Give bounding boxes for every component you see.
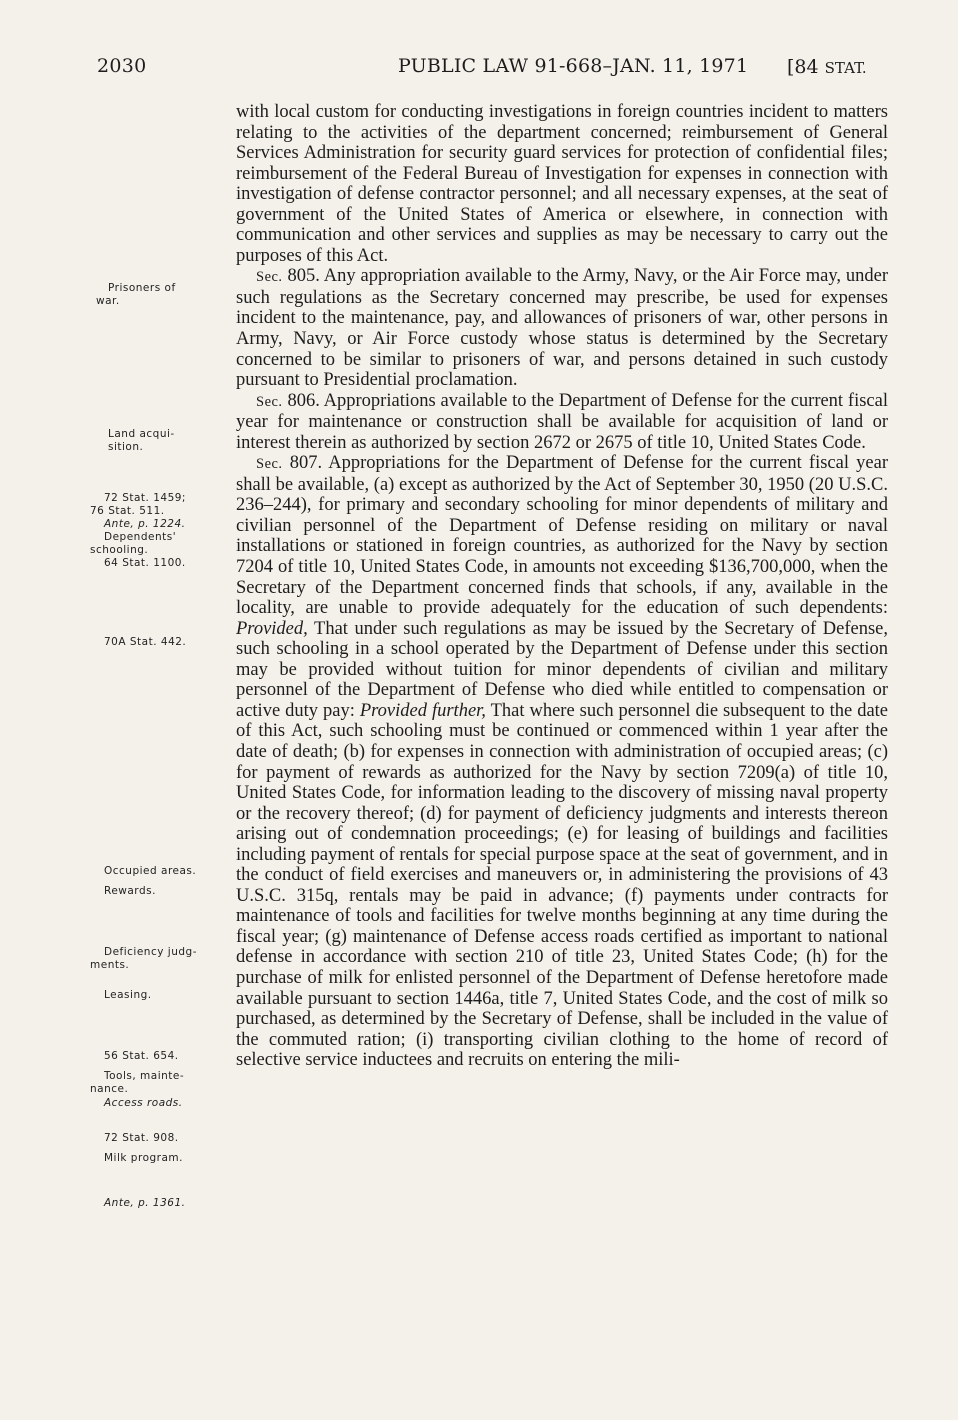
- margin-note-ante-1224: Ante, p. 1224.: [104, 518, 186, 530]
- volume-label: STAT.: [824, 59, 867, 77]
- margin-note-dependents-schooling: Dependents' schooling.: [90, 531, 177, 556]
- margin-note-prisoners-of-war: Prisoners of war.: [96, 282, 176, 307]
- running-title: PUBLIC LAW 91-668–JAN. 11, 1971: [398, 55, 749, 77]
- section-number: 805.: [287, 266, 320, 287]
- margin-note-leasing: Leasing.: [104, 989, 152, 1001]
- section-number: 807.: [289, 453, 323, 474]
- margin-note-land-acquisition: Land acqui- sition.: [108, 428, 175, 453]
- section-label: Sec.: [256, 456, 283, 473]
- margin-note-56-stat-654: 56 Stat. 654.: [104, 1050, 179, 1062]
- margin-note-occupied-areas: Occupied areas.: [104, 865, 197, 877]
- margin-note-72-stat-908: 72 Stat. 908.: [104, 1132, 179, 1144]
- provided-further-proviso: Provided further,: [359, 700, 486, 721]
- margin-note-76-stat-511: 76 Stat. 511.: [90, 505, 165, 517]
- volume-number: [84: [787, 56, 819, 78]
- section-label: Sec.: [256, 393, 283, 410]
- section-805: [236, 266, 888, 390]
- section-text: Any appropriation available to the Army, Navy, or the Air Force may, under such regulations as the Secretary concerned may prescribe, be used for expenses incident to the maintenance, pay, and allowances of prisoners of war, other persons in Army, Navy, or Air Force custody whose status is determined by the Secretary concerned to be similar to prisoners of war, and persons detained in such custody pursuant to Presidential proclamation.: [236, 266, 889, 391]
- section-806: [236, 391, 888, 454]
- provided-proviso: Provided,: [236, 618, 308, 639]
- section-text: Appropriations for the Department of Defense for the current fiscal year shall be available, (a) except as authorized by the Act of September 30, 1950 (20 U.S.C. 236–244), for primary and secondary schooling for minor dependents of military and civilian personnel of the Department of Defense residing on military or naval installations or stationed in foreign countries, as authorized for the Navy by section 7204 of title 10, United States Code, in amounts not exceeding $136,700,000, when the Secretary of the Department concerned finds that schools, if any, available in the locality, are unable to provide adequately for the education of such dependents:: [236, 453, 888, 619]
- margin-note-rewards: Rewards.: [104, 885, 156, 897]
- section-number: 806.: [287, 390, 320, 411]
- statute-body: [236, 102, 888, 1071]
- margin-note-deficiency-judgments: Deficiency judg- ments.: [90, 946, 197, 971]
- section-text: That where such personnel die subsequent to the date of this Act, such schooling must be continued or commenced within 1 year after the date of death; (b) for expenses in connection with administration of occupied areas; (c) for payment of rewards as authorized for the Navy by section 7209(a) of title 10, United States Code, for information leading to the discovery of missing naval property or the recovery thereof; (d) for payment of deficiency judgments and interests thereon arising out of condemnation proceedings; (e) for leasing of buildings and facilities including payment of rentals for special purpose space at the seat of government, and in the conduct of field exercises and maneuvers or, in administering the provisions of 43 U.S.C. 315q, rentals may be paid in advance; (f) payments under contracts for maintenance of tools and facilities for twelve months beginning at any time during the fiscal year; (g) maintenance of Defense access roads certified as important to national defense in accordance with section 210 of title 23, United States Code; (h) for the purchase of milk for enlisted personnel of the Department of Defense heretofore made available pursuant to section 1446a, title 7, United States Code, and the cost of milk so purchased, as determined by the Secretary of Defense, shall be included in the value of the commuted ration; (i) transporting civilian clothing to the home of record of selective service inductees and recruits on entering the mili-: [236, 700, 889, 1071]
- margin-note-access-roads: Access roads.: [104, 1097, 183, 1109]
- margin-note-72-stat-1459: 72 Stat. 1459;: [104, 492, 186, 504]
- section-text: That under such regulations as may be issued by the Secretary of Defense, such schooling in a school operated by the Department of Defense under this section may be provided without tuition for minor dependents of civilian and military personnel of the Department of Defense who died while entitled to compensation or active duty pay:: [236, 618, 888, 721]
- margin-note-ante-1361: Ante, p. 1361.: [104, 1197, 186, 1209]
- section-label: Sec.: [256, 269, 283, 286]
- continued-paragraph: with local custom for conducting investigations in foreign countries incident to matters relating to the activities of the department concerned; reimbursement of General Services Administration for security guard services for protection of confidential files; reimbursement of the Federal Bureau of Investigation for expenses in connection with investigation of defense contractor personnel; and all necessary expenses, at the seat of government of the United States of America or elsewhere, in connection with communication and other services and supplies as may be necessary to carry out the purposes of this Act.: [236, 102, 888, 266]
- margin-note-tools-maintenance: Tools, mainte- nance.: [90, 1070, 185, 1095]
- page-number: 2030: [97, 55, 147, 77]
- margin-note-70a-stat-442: 70A Stat. 442.: [104, 636, 187, 648]
- section-text: Appropriations available to the Department of Defense for the current fiscal year for maintenance or construction shall be available for acquisition of land or interest therein as authorized by section 2672 or 2675 of title 10, United States Code.: [236, 390, 888, 453]
- section-807: [236, 453, 888, 1070]
- margin-note-64-stat-1100: 64 Stat. 1100.: [104, 557, 186, 569]
- volume-reference: [787, 56, 867, 78]
- margin-note-milk-program: Milk program.: [104, 1152, 183, 1164]
